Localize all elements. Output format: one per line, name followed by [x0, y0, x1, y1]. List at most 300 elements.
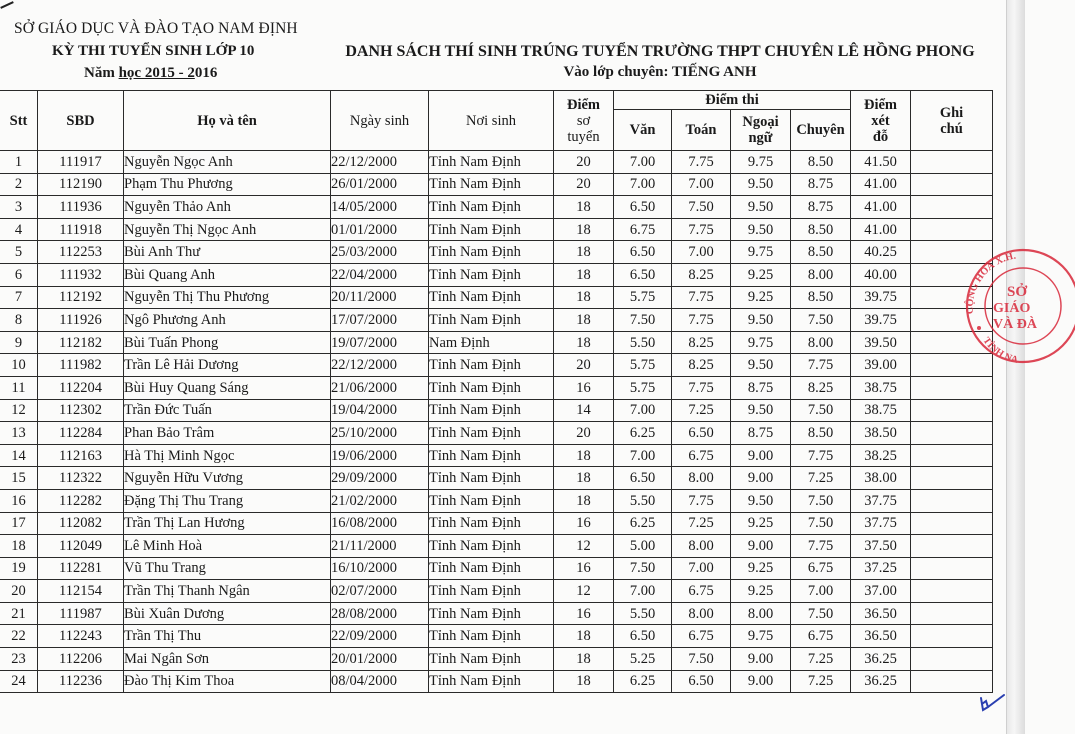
header-stt: Stt [0, 91, 38, 151]
cell-dob: 25/03/2000 [331, 241, 429, 264]
cell-ngoaingu: 8.75 [731, 376, 791, 399]
cell-toan: 8.25 [672, 263, 731, 286]
cell-total: 41.00 [851, 196, 911, 219]
cell-dob: 26/01/2000 [331, 173, 429, 196]
header-total-line1: Điểm [863, 96, 897, 113]
cell-prelim: 18 [554, 241, 614, 264]
cell-stt: 22 [0, 625, 38, 648]
cell-chuyen: 7.25 [791, 670, 851, 693]
cell-toan: 8.25 [672, 354, 731, 377]
cell-dob: 28/08/2000 [331, 602, 429, 625]
cell-chuyen: 8.75 [791, 173, 851, 196]
cell-total: 38.25 [851, 444, 911, 467]
cell-sbd: 111932 [38, 263, 124, 286]
cell-sbd: 112204 [38, 376, 124, 399]
cell-ngoaingu: 9.25 [731, 286, 791, 309]
cell-dob: 21/11/2000 [331, 535, 429, 558]
header-total-line3: đỗ [872, 128, 889, 145]
cell-total: 39.50 [851, 331, 911, 354]
cell-prelim: 18 [554, 625, 614, 648]
cell-birthplace: Tỉnh Nam Định [429, 602, 554, 625]
cell-birthplace: Tỉnh Nam Định [429, 580, 554, 603]
cell-dob: 16/10/2000 [331, 557, 429, 580]
cell-total: 38.75 [851, 376, 911, 399]
cell-name: Hà Thị Minh Ngọc [124, 444, 331, 467]
header-total [851, 91, 911, 151]
table-row [0, 467, 993, 490]
cell-chuyen: 8.00 [791, 331, 851, 354]
cell-stt: 1 [0, 151, 38, 174]
cell-prelim: 18 [554, 648, 614, 671]
cell-stt: 17 [0, 512, 38, 535]
cell-note [911, 354, 993, 377]
cell-van: 5.75 [614, 354, 672, 377]
cell-toan: 8.00 [672, 535, 731, 558]
cell-name: Trần Lê Hải Dương [124, 354, 331, 377]
cell-ngoaingu: 9.50 [731, 399, 791, 422]
cell-name: Ngô Phương Anh [124, 309, 331, 332]
cell-dob: 25/10/2000 [331, 422, 429, 445]
cell-chuyen: 7.25 [791, 648, 851, 671]
cell-chuyen: 7.50 [791, 602, 851, 625]
cell-ngoaingu: 9.50 [731, 309, 791, 332]
cell-prelim: 18 [554, 444, 614, 467]
cell-total: 40.00 [851, 263, 911, 286]
cell-total: 36.50 [851, 625, 911, 648]
admission-table [0, 90, 993, 693]
cell-note [911, 241, 993, 264]
cell-stt: 10 [0, 354, 38, 377]
cell-stt: 23 [0, 648, 38, 671]
cell-ngoaingu: 9.75 [731, 151, 791, 174]
cell-note [911, 151, 993, 174]
cell-van: 5.50 [614, 489, 672, 512]
cell-dob: 19/04/2000 [331, 399, 429, 422]
cell-stt: 13 [0, 422, 38, 445]
header-prelim-line3: tuyển [567, 128, 600, 145]
cell-toan: 7.00 [672, 173, 731, 196]
table-row [0, 580, 993, 603]
cell-name: Phan Bảo Trâm [124, 422, 331, 445]
cell-prelim: 18 [554, 286, 614, 309]
table-row [0, 602, 993, 625]
cell-chuyen: 7.75 [791, 354, 851, 377]
cell-prelim: 16 [554, 602, 614, 625]
cell-stt: 21 [0, 602, 38, 625]
header-exam-scores: Điểm thi [614, 91, 851, 110]
cell-dob: 08/04/2000 [331, 670, 429, 693]
table-row [0, 670, 993, 693]
cell-dob: 02/07/2000 [331, 580, 429, 603]
cell-toan: 8.00 [672, 602, 731, 625]
cell-stt: 8 [0, 309, 38, 332]
cell-stt: 16 [0, 489, 38, 512]
cell-prelim: 20 [554, 173, 614, 196]
cell-name: Đào Thị Kim Thoa [124, 670, 331, 693]
cell-dob: 19/06/2000 [331, 444, 429, 467]
cell-stt: 4 [0, 218, 38, 241]
cell-stt: 9 [0, 331, 38, 354]
cell-total: 39.00 [851, 354, 911, 377]
cell-ngoaingu: 9.75 [731, 625, 791, 648]
cell-van: 7.00 [614, 151, 672, 174]
cell-toan: 6.75 [672, 444, 731, 467]
school-year-suffix: 016 [194, 65, 218, 81]
cell-prelim: 18 [554, 670, 614, 693]
cell-toan: 7.75 [672, 218, 731, 241]
cell-van: 7.00 [614, 399, 672, 422]
cell-birthplace: Tỉnh Nam Định [429, 241, 554, 264]
cell-total: 41.50 [851, 151, 911, 174]
cell-prelim: 18 [554, 467, 614, 490]
cell-prelim: 16 [554, 376, 614, 399]
cell-total: 36.25 [851, 670, 911, 693]
cell-chuyen: 8.25 [791, 376, 851, 399]
cell-birthplace: Tỉnh Nam Định [429, 512, 554, 535]
cell-dob: 22/12/2000 [331, 151, 429, 174]
cell-note [911, 444, 993, 467]
cell-birthplace: Tỉnh Nam Định [429, 422, 554, 445]
cell-ngoaingu: 8.75 [731, 422, 791, 445]
cell-toan: 6.50 [672, 670, 731, 693]
cell-note [911, 602, 993, 625]
table-row [0, 512, 993, 535]
table-row [0, 376, 993, 399]
table-row [0, 354, 993, 377]
cell-toan: 7.50 [672, 196, 731, 219]
cell-dob: 21/06/2000 [331, 376, 429, 399]
cell-sbd: 112282 [38, 489, 124, 512]
cell-name: Bùi Quang Anh [124, 263, 331, 286]
cell-sbd: 112236 [38, 670, 124, 693]
cell-van: 7.00 [614, 580, 672, 603]
table-row [0, 422, 993, 445]
cell-sbd: 111936 [38, 196, 124, 219]
document-subtitle: Vào lớp chuyên: TIẾNG ANH [563, 64, 757, 80]
table-header [0, 91, 993, 151]
cell-name: Nguyễn Hữu Vương [124, 467, 331, 490]
cell-name: Đặng Thị Thu Trang [124, 489, 331, 512]
cell-name: Trần Thị Lan Hương [124, 512, 331, 535]
cell-name: Nguyễn Thị Thu Phương [124, 286, 331, 309]
cell-ngoaingu: 9.25 [731, 512, 791, 535]
cell-name: Nguyễn Thị Ngọc Anh [124, 218, 331, 241]
cell-sbd: 111987 [38, 602, 124, 625]
cell-total: 41.00 [851, 173, 911, 196]
cell-note [911, 467, 993, 490]
cell-van: 6.50 [614, 263, 672, 286]
cell-birthplace: Tỉnh Nam Định [429, 489, 554, 512]
cell-birthplace: Tỉnh Nam Định [429, 309, 554, 332]
cell-note [911, 489, 993, 512]
table-body [0, 151, 993, 693]
cell-stt: 5 [0, 241, 38, 264]
cell-dob: 21/02/2000 [331, 489, 429, 512]
cell-dob: 20/01/2000 [331, 648, 429, 671]
cell-sbd: 112190 [38, 173, 124, 196]
header-note [911, 91, 993, 151]
cell-total: 37.75 [851, 512, 911, 535]
cell-sbd: 112192 [38, 286, 124, 309]
cell-name: Trần Thị Thu [124, 625, 331, 648]
header-note-line2: chú [940, 120, 963, 137]
cell-sbd: 112182 [38, 331, 124, 354]
cell-sbd: 112253 [38, 241, 124, 264]
cell-toan: 6.75 [672, 580, 731, 603]
cell-stt: 18 [0, 535, 38, 558]
cell-total: 36.25 [851, 648, 911, 671]
cell-van: 5.50 [614, 602, 672, 625]
cell-birthplace: Tỉnh Nam Định [429, 376, 554, 399]
cell-name: Phạm Thu Phương [124, 173, 331, 196]
cell-note [911, 670, 993, 693]
cell-van: 5.75 [614, 286, 672, 309]
cell-van: 6.50 [614, 241, 672, 264]
cell-van: 5.00 [614, 535, 672, 558]
cell-sbd: 112243 [38, 625, 124, 648]
table-row [0, 151, 993, 174]
cell-sbd: 111926 [38, 309, 124, 332]
department-name: SỞ GIÁO DỤC VÀ ĐÀO TẠO NAM ĐỊNH [14, 20, 298, 37]
cell-toan: 7.00 [672, 557, 731, 580]
cell-note [911, 286, 993, 309]
cell-ngoaingu: 9.25 [731, 263, 791, 286]
cell-sbd: 112163 [38, 444, 124, 467]
cell-note [911, 512, 993, 535]
cell-sbd: 112206 [38, 648, 124, 671]
cell-chuyen: 7.50 [791, 309, 851, 332]
cell-toan: 7.75 [672, 309, 731, 332]
cell-birthplace: Tỉnh Nam Định [429, 173, 554, 196]
cell-dob: 22/12/2000 [331, 354, 429, 377]
cell-total: 37.50 [851, 535, 911, 558]
cell-stt: 15 [0, 467, 38, 490]
cell-toan: 7.75 [672, 151, 731, 174]
cell-van: 7.50 [614, 309, 672, 332]
cell-name: Bùi Xuân Dương [124, 602, 331, 625]
header-prelim-line2: sơ [576, 112, 591, 129]
cell-dob: 29/09/2000 [331, 467, 429, 490]
cell-note [911, 648, 993, 671]
cell-ngoaingu: 9.50 [731, 354, 791, 377]
cell-prelim: 18 [554, 263, 614, 286]
stamp-center-line2: GIÁO [993, 301, 1031, 316]
cell-ngoaingu: 8.00 [731, 602, 791, 625]
cell-prelim: 18 [554, 489, 614, 512]
cell-note [911, 173, 993, 196]
cell-birthplace: Tỉnh Nam Định [429, 670, 554, 693]
cell-total: 41.00 [851, 218, 911, 241]
cell-stt: 3 [0, 196, 38, 219]
cell-note [911, 263, 993, 286]
cell-chuyen: 8.00 [791, 263, 851, 286]
cell-ngoaingu: 9.50 [731, 196, 791, 219]
cell-total: 37.00 [851, 580, 911, 603]
cell-stt: 7 [0, 286, 38, 309]
cell-chuyen: 8.50 [791, 422, 851, 445]
cell-prelim: 18 [554, 196, 614, 219]
cell-prelim: 18 [554, 309, 614, 332]
cell-birthplace: Tỉnh Nam Định [429, 625, 554, 648]
cell-birthplace: Tỉnh Nam Định [429, 151, 554, 174]
document-title-block [320, 43, 1000, 81]
cell-chuyen: 6.75 [791, 625, 851, 648]
cell-birthplace: Nam Định [429, 331, 554, 354]
cell-total: 39.75 [851, 286, 911, 309]
cell-stt: 20 [0, 580, 38, 603]
table-row [0, 648, 993, 671]
cell-van: 6.50 [614, 467, 672, 490]
cell-toan: 6.50 [672, 422, 731, 445]
cell-toan: 6.75 [672, 625, 731, 648]
school-year-underlined: học 2015 - 2 [118, 65, 195, 81]
cell-chuyen: 7.50 [791, 399, 851, 422]
header-dob: Ngày sinh [331, 91, 429, 151]
cell-note [911, 557, 993, 580]
cell-ngoaingu: 9.75 [731, 241, 791, 264]
cell-name: Lê Minh Hoà [124, 535, 331, 558]
cell-chuyen: 6.75 [791, 557, 851, 580]
cell-prelim: 14 [554, 399, 614, 422]
cell-ngoaingu: 9.50 [731, 218, 791, 241]
cell-total: 36.50 [851, 602, 911, 625]
cell-dob: 19/07/2000 [331, 331, 429, 354]
header-name: Họ và tên [124, 91, 331, 151]
cell-van: 6.25 [614, 512, 672, 535]
cell-birthplace: Tỉnh Nam Định [429, 218, 554, 241]
cell-name: Bùi Tuấn Phong [124, 331, 331, 354]
cell-note [911, 196, 993, 219]
table-row [0, 444, 993, 467]
cell-note [911, 625, 993, 648]
cell-note [911, 422, 993, 445]
cell-name: Nguyễn Ngọc Anh [124, 151, 331, 174]
cell-van: 7.50 [614, 557, 672, 580]
cell-total: 38.75 [851, 399, 911, 422]
school-year [84, 65, 217, 82]
cell-dob: 22/09/2000 [331, 625, 429, 648]
cell-chuyen: 8.50 [791, 286, 851, 309]
header-chuyen: Chuyên [791, 110, 851, 151]
cell-stt: 14 [0, 444, 38, 467]
cell-van: 6.25 [614, 670, 672, 693]
cell-total: 39.75 [851, 309, 911, 332]
cell-van: 7.00 [614, 173, 672, 196]
table-row [0, 399, 993, 422]
cell-ngoaingu: 9.25 [731, 580, 791, 603]
cell-chuyen: 8.75 [791, 196, 851, 219]
cell-birthplace: Tỉnh Nam Định [429, 354, 554, 377]
header-total-line2: xét [871, 112, 890, 129]
cell-ngoaingu: 9.00 [731, 670, 791, 693]
table-row [0, 625, 993, 648]
exam-name: KỲ THI TUYỂN SINH LỚP 10 [52, 43, 255, 59]
cell-note [911, 376, 993, 399]
table-row [0, 535, 993, 558]
cell-toan: 7.25 [672, 399, 731, 422]
cell-birthplace: Tỉnh Nam Định [429, 263, 554, 286]
cell-sbd: 111917 [38, 151, 124, 174]
table-row [0, 173, 993, 196]
stamp-arc-text: CỘNG HOÀ X.H. [964, 250, 1017, 315]
cell-birthplace: Tỉnh Nam Định [429, 444, 554, 467]
cell-prelim: 12 [554, 580, 614, 603]
cell-prelim: 16 [554, 557, 614, 580]
cell-name: Trần Đức Tuấn [124, 399, 331, 422]
cell-ngoaingu: 9.00 [731, 467, 791, 490]
cell-van: 5.50 [614, 331, 672, 354]
cell-toan: 8.00 [672, 467, 731, 490]
table-row [0, 331, 993, 354]
cell-toan: 7.75 [672, 489, 731, 512]
cell-chuyen: 8.50 [791, 241, 851, 264]
cell-toan: 7.75 [672, 286, 731, 309]
header-prelim [554, 91, 614, 151]
cell-ngoaingu: 9.50 [731, 489, 791, 512]
cell-birthplace: Tỉnh Nam Định [429, 557, 554, 580]
cell-chuyen: 7.50 [791, 512, 851, 535]
table-row [0, 196, 993, 219]
cell-van: 6.25 [614, 422, 672, 445]
cell-stt: 24 [0, 670, 38, 693]
cell-sbd: 112284 [38, 422, 124, 445]
cell-prelim: 20 [554, 151, 614, 174]
cell-prelim: 12 [554, 535, 614, 558]
cell-toan: 7.75 [672, 376, 731, 399]
table-row [0, 489, 993, 512]
cell-total: 38.50 [851, 422, 911, 445]
cell-sbd: 112281 [38, 557, 124, 580]
header-van: Văn [614, 110, 672, 151]
cell-note [911, 331, 993, 354]
signature-mark [978, 692, 1006, 714]
cell-chuyen: 7.25 [791, 467, 851, 490]
corner-mark [0, 1, 14, 9]
cell-dob: 16/08/2000 [331, 512, 429, 535]
cell-dob: 01/01/2000 [331, 218, 429, 241]
cell-toan: 7.00 [672, 241, 731, 264]
cell-chuyen: 7.75 [791, 444, 851, 467]
header-ngoaingu [731, 110, 791, 151]
cell-name: Mai Ngân Sơn [124, 648, 331, 671]
cell-chuyen: 8.50 [791, 151, 851, 174]
cell-name: Trần Thị Thanh Ngân [124, 580, 331, 603]
cell-ngoaingu: 9.00 [731, 535, 791, 558]
cell-stt: 2 [0, 173, 38, 196]
cell-birthplace: Tỉnh Nam Định [429, 286, 554, 309]
cell-chuyen: 7.00 [791, 580, 851, 603]
cell-chuyen: 8.50 [791, 218, 851, 241]
cell-toan: 7.25 [672, 512, 731, 535]
table-row [0, 309, 993, 332]
cell-note [911, 535, 993, 558]
table-row [0, 218, 993, 241]
cell-van: 6.75 [614, 218, 672, 241]
cell-sbd: 112049 [38, 535, 124, 558]
cell-ngoaingu: 9.25 [731, 557, 791, 580]
cell-van: 7.00 [614, 444, 672, 467]
header-prelim-line1: Điểm [566, 96, 600, 113]
header-ngoaingu-line2: ngữ [748, 130, 773, 146]
cell-dob: 20/11/2000 [331, 286, 429, 309]
cell-note [911, 580, 993, 603]
cell-note [911, 218, 993, 241]
header-ngoaingu-line1: Ngoại [742, 114, 779, 130]
cell-birthplace: Tỉnh Nam Định [429, 648, 554, 671]
cell-stt: 11 [0, 376, 38, 399]
cell-name: Bùi Anh Thư [124, 241, 331, 264]
cell-name: Nguyễn Thảo Anh [124, 196, 331, 219]
